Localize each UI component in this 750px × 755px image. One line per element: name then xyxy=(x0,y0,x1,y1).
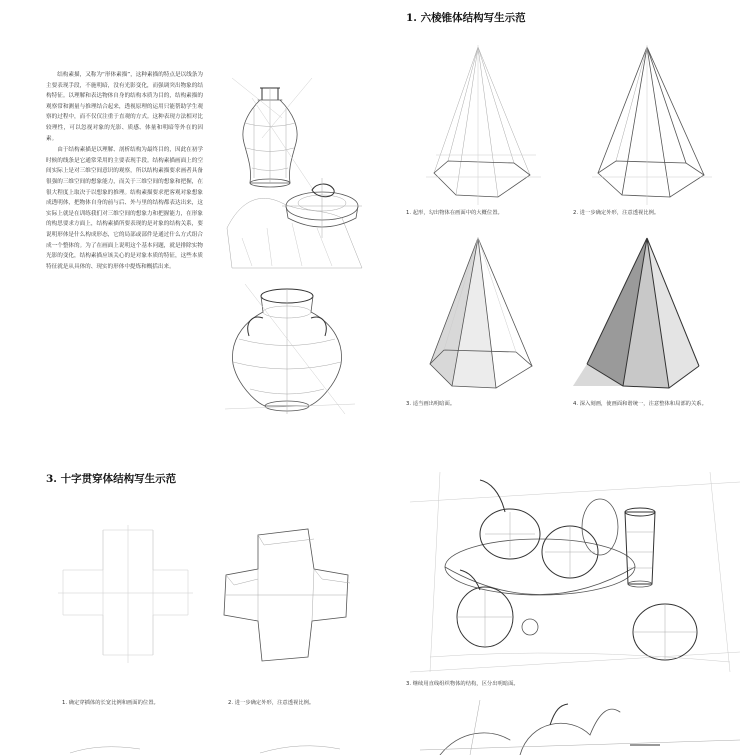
pyramid-step-2-sketch xyxy=(592,45,712,205)
pyramid-step-4-sketch xyxy=(583,236,708,396)
cross-caption-2: 2. 进一步确定外形，注意透视比例。 xyxy=(228,700,315,706)
still-life-step-4-partial-sketch xyxy=(420,700,740,755)
cross-step-1-sketch xyxy=(58,525,193,665)
section-1-title: 1. 六棱锥体结构写生示范 xyxy=(406,12,526,24)
intro-text xyxy=(46,70,203,272)
pyramid-caption-4: 4. 深入刻画，使画面和谐统一，注意整体和局部的关系。 xyxy=(573,401,707,407)
cross-step-2-sketch xyxy=(218,525,353,665)
pyramid-caption-3: 3. 适当画出明暗面。 xyxy=(406,401,456,407)
intro-paragraph-2: 由于结构素描是以理解、剖析结构为最终目的，因此在初学时候的线条是它通常采用的主要表现手段。结构素描画面上的空间实际上是对三维空间意识的观察，所以结构素描要求画者具备很强的三维空间的想象能力，而关于三维空间的想象和把握，在很大程度上取决于以想象的推理。结构素描要求把客观对象想象成透明体，把物体自身的前与后、外与里的结构都表达出来，这实际上就是在训练我们对三维空间的想象力和把握能力，在形象的构思要求方面上，结构素描所要表现的是对象的结构关系，要说明形体是什么构成形态，它的局部或部件是通过什么方式组合成一个整体的。为了在画面上说明这个基本问题，就是排除实物光影的变化，结构素描应该关心的是对象本质的特征，这些本质特征就是从具体的、现实的形体中提炼和概括出来。 xyxy=(46,147,203,270)
pyramid-caption-2: 2. 进一步确定外形，注意透视比例。 xyxy=(573,210,660,216)
still-life-fruit-glass-sketch xyxy=(410,472,740,677)
intro-paragraph-1: 结构素描，又称为“形体素描”，这种素描的特点是以线条为主要表现手段，不施明暗，没有光影变化，而强调突出物象的结构特征。以理解和表达物体自身的结构本质为目的，结构素描的观察常和测量与推理结合起来，透视原理的运用只能帮助学生观察的过程中，而不仅仅注重于直观的方式。这种表现方法相对比较理性，可以忽视对象的光影、质感、体量和明暗等外在的因素。 xyxy=(46,72,203,142)
vase-plate-sketch xyxy=(222,78,372,273)
pyramid-step-3-sketch xyxy=(422,236,542,396)
jar-sketch xyxy=(225,284,355,419)
cross-caption-1: 1. 确定穿插体的长宽比例和画面的位置。 xyxy=(62,700,159,706)
still-life-caption: 3. 继续用直线组织物体的结构，区分出明暗面。 xyxy=(406,681,519,687)
section-3-title: 3. 十字贯穿体结构写生示范 xyxy=(46,473,177,485)
pyramid-caption-1: 1. 起形，勾出物体在画面中的大概位置。 xyxy=(406,210,503,216)
pyramid-step-1-sketch xyxy=(426,45,541,205)
cross-step-3-4-partial-sketch xyxy=(60,735,360,755)
